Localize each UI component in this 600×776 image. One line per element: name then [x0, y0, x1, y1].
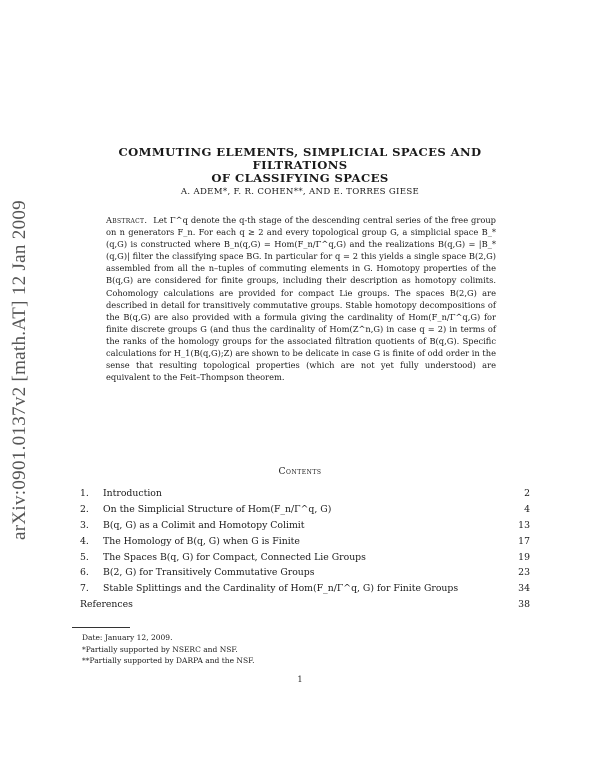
- toc-entry[interactable]: [80, 581, 530, 597]
- footnote-date: Date: January 12, 2009.: [82, 633, 173, 642]
- toc-references-title: References: [80, 599, 133, 611]
- toc-entry[interactable]: [80, 486, 530, 502]
- toc-entry[interactable]: [80, 502, 530, 518]
- toc-page: 17: [518, 535, 530, 547]
- table-of-contents: [80, 486, 530, 613]
- toc-page: 13: [518, 519, 530, 531]
- toc-title: Stable Splittings and the Cardinality of Hom(F_n/Γ^q, G) for Finite Groups: [103, 583, 459, 595]
- toc-number: 6.: [80, 567, 89, 579]
- arxiv-identifier-text: arXiv:0901.0137v2 [math.AT] 12 Jan 2009: [9, 200, 30, 540]
- authors: A. ADEM*, F. R. COHEN**, AND E. TORRES GIESE: [180, 187, 420, 197]
- arxiv-side-identifier: [2, 180, 38, 560]
- paper-title: [70, 146, 530, 185]
- abstract-text: Let Γ^q denote the q-th stage of the descending central series of the free group on n generators F_n. For each q ≥ 2 and every topological group G, a simplicial space B_*(q,G) is constructed where B_n(q,G) = Hom(F_n/Γ^q,G) and the realizations B(q,G) = |B_*(q,G)| filter the classifying space BG. In particular for q = 2 this yields a single space B(2,G) assembled from all the n–tuples of commuting elements in G. Homotopy properties of the B(q,G) are considered for finite groups, including their description as homotopy colimits. Cohomology calculations are provided for compact Lie groups. The spaces B(2,G) are described in detail for transitively commutative groups. Stable homotopy decompositions of the B(q,G) are also provided with a formula giving the cardinality of Hom(F_n/Γ^q,G) for finite discrete groups G (and thus the cardinality of Hom(Z^n,G) in case q = 2) in terms of the ranks of the homology groups for the associated filtration quotients of B(q,G). Specific calculations for H_1(B(q,G);Z) are shown to be delicate in case G is finite of odd order in the sense that resulting topological properties (which are not yet fully understood) are equivalent to the Feit–Thompson theorem.: [106, 215, 496, 383]
- toc-page: 23: [518, 567, 530, 579]
- toc-title: On the Simplicial Structure of Hom(F_n/Γ^q, G): [103, 503, 332, 515]
- toc-page: 4: [524, 503, 530, 515]
- toc-title: The Spaces B(q, G) for Compact, Connected Lie Groups: [103, 551, 366, 563]
- footnote-2: **Partially supported by DARPA and the NSF.: [82, 656, 255, 666]
- toc-number: 5.: [80, 551, 89, 563]
- toc-number: 3.: [80, 519, 89, 531]
- toc-number: 2.: [80, 503, 89, 515]
- toc-number: 1.: [80, 488, 89, 499]
- contents-heading: Contents: [278, 466, 322, 477]
- toc-entry[interactable]: [80, 518, 530, 534]
- toc-entry[interactable]: [80, 534, 530, 550]
- toc-number: 4.: [80, 535, 89, 547]
- footnote-1: *Partially supported by NSERC and NSF.: [82, 644, 238, 654]
- toc-page: 2: [524, 488, 530, 499]
- title-line-2: OF CLASSIFYING SPACES: [211, 171, 389, 185]
- toc-title: B(q, G) as a Colimit and Homotopy Colimit: [103, 519, 305, 531]
- abstract-label: Abstract.: [106, 215, 148, 225]
- toc-title: Introduction: [103, 488, 162, 499]
- toc-page: 19: [518, 551, 530, 563]
- toc-title: B(2, G) for Transitively Commutative Groups: [103, 567, 315, 579]
- footnote-rule: [72, 627, 130, 628]
- toc-page: 38: [518, 599, 530, 611]
- toc-page: 34: [518, 583, 530, 595]
- page-number: 1: [297, 674, 303, 684]
- toc-entry[interactable]: [80, 565, 530, 581]
- toc-number: 7.: [80, 583, 89, 595]
- footnotes: [82, 632, 522, 667]
- toc-title: The Homology of B(q, G) when G is Finite: [103, 535, 300, 547]
- abstract: [106, 214, 496, 383]
- title-line-1: COMMUTING ELEMENTS, SIMPLICIAL SPACES AND FILTRATIONS: [118, 145, 482, 172]
- toc-entry[interactable]: [80, 550, 530, 566]
- toc-references-entry[interactable]: [80, 597, 530, 613]
